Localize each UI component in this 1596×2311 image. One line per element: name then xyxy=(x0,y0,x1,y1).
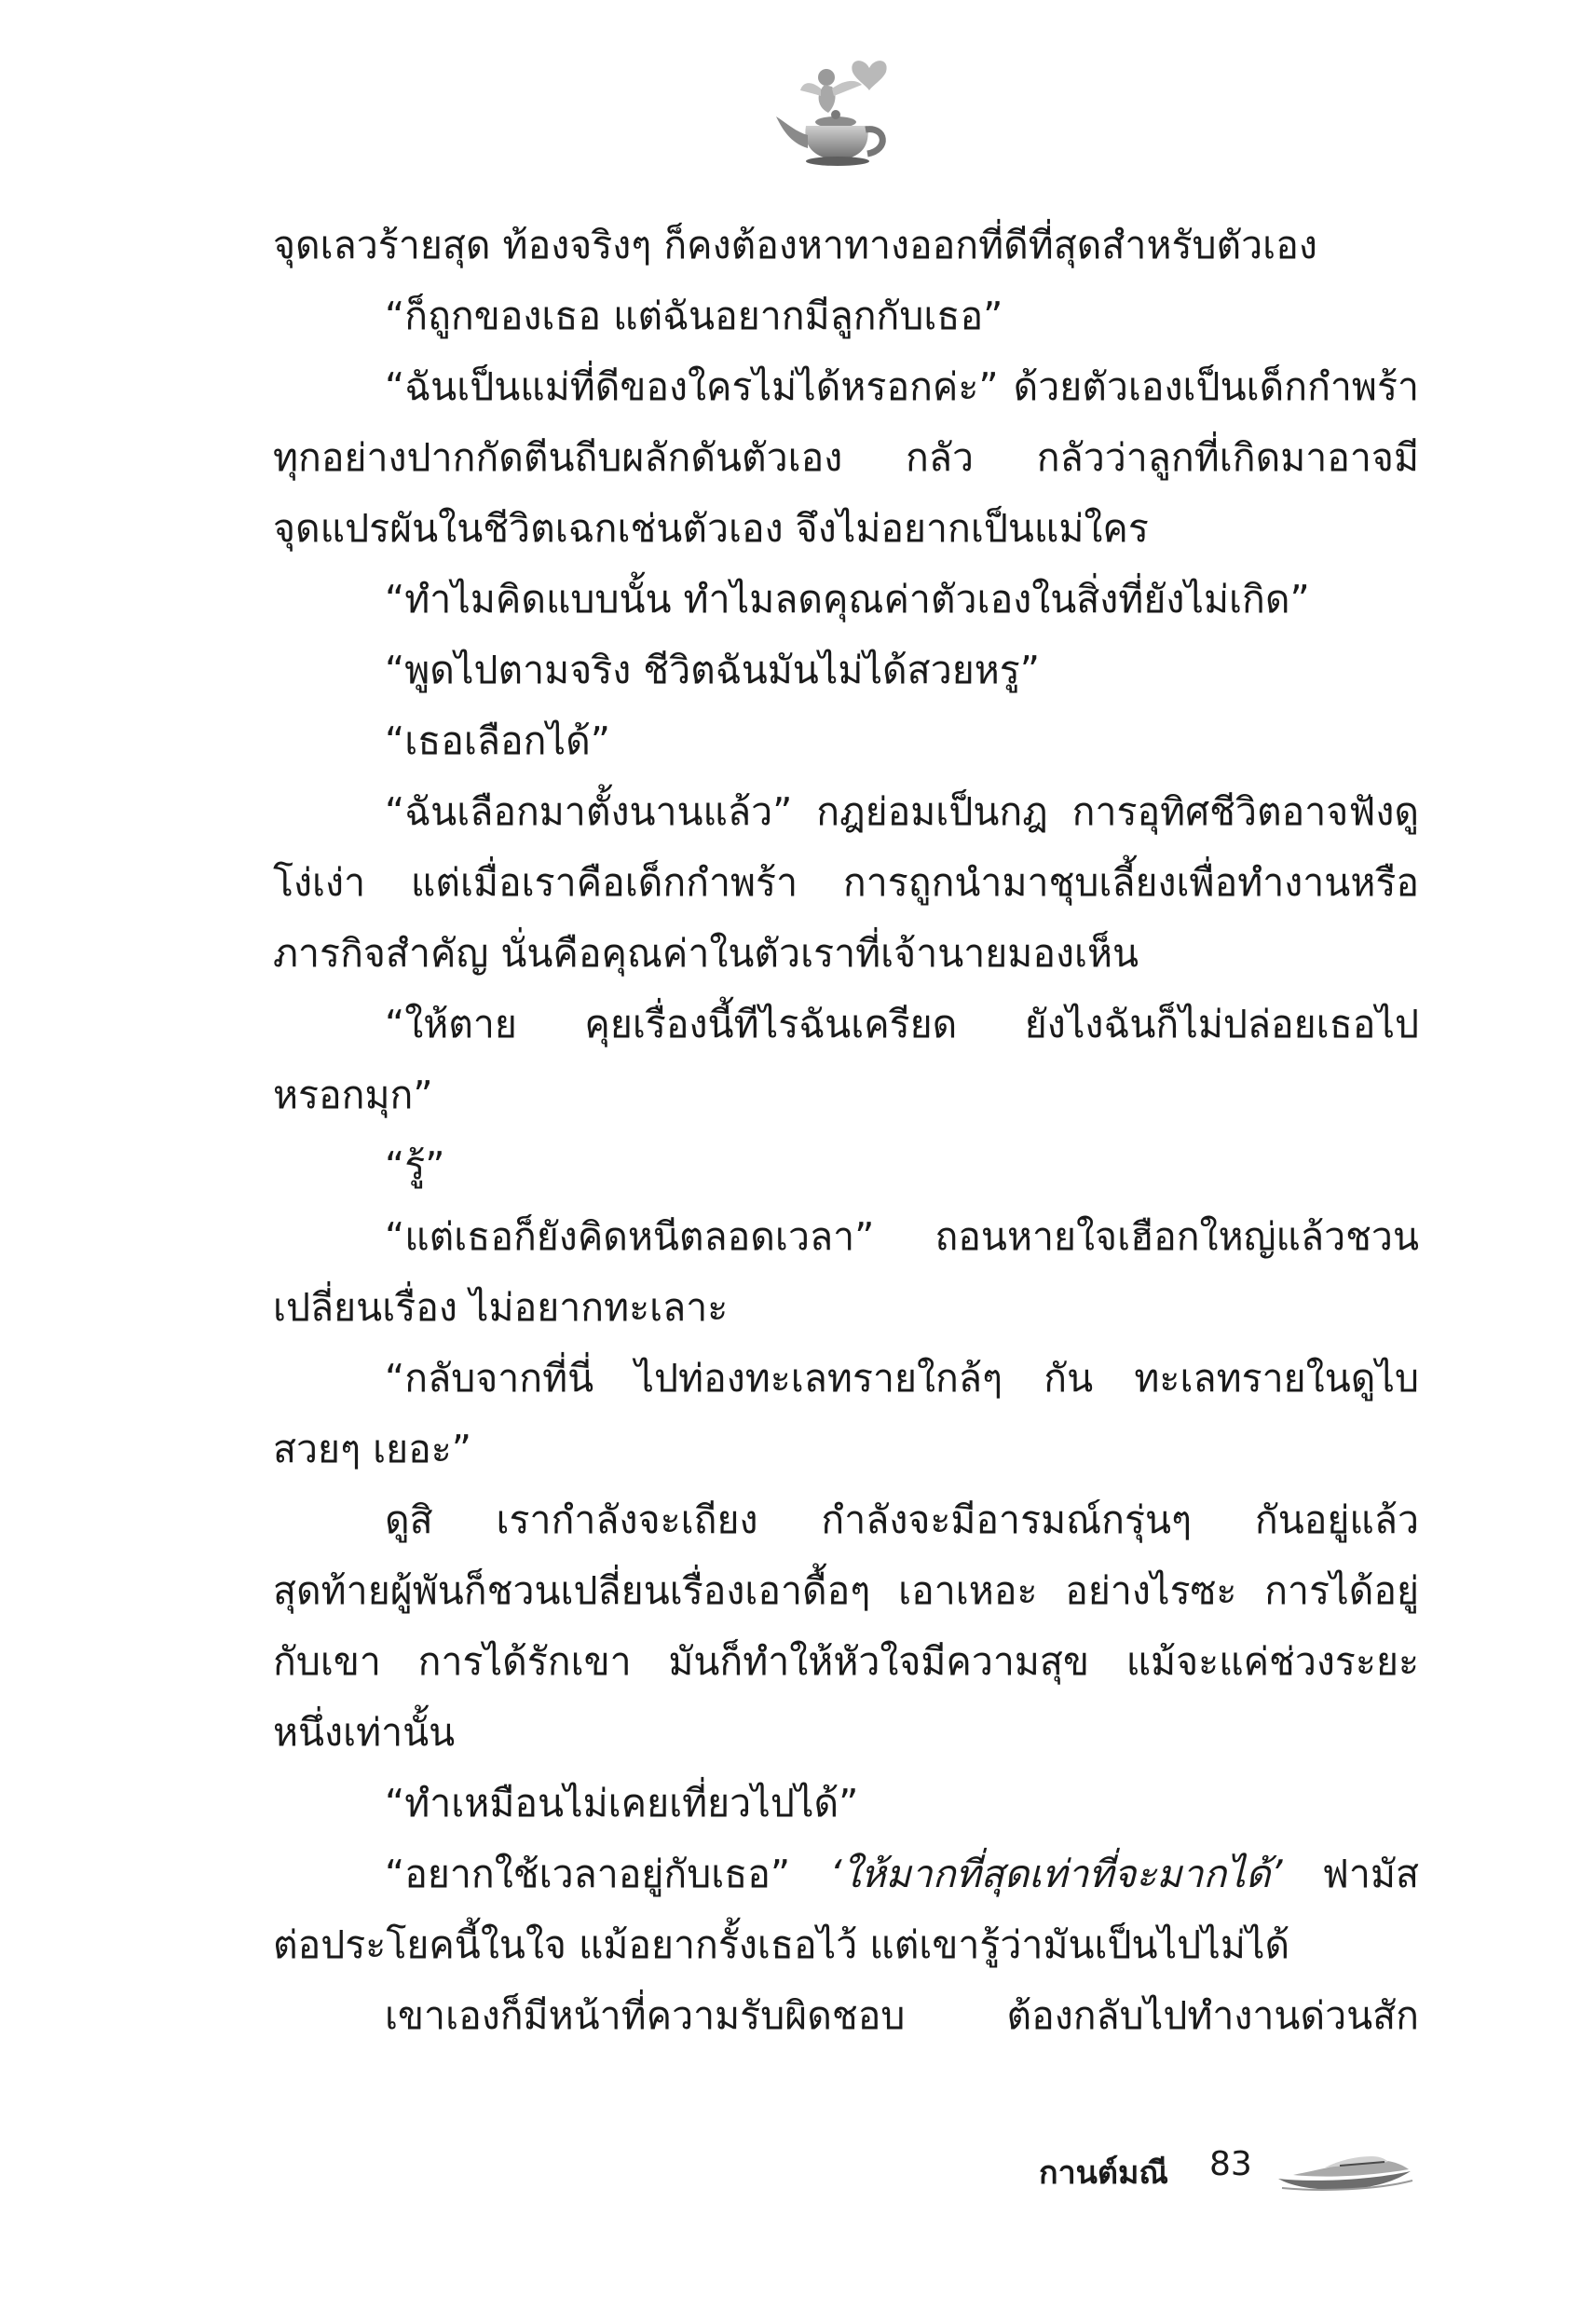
text-line: สวยๆ เยอะ” xyxy=(273,1427,472,1471)
text-line: โง่เง่า แต่เมื่อเราคือเด็กกำพร้า การถูกนำมาชุบเลี้ยงเพื่อทำงานหรือ xyxy=(273,860,1419,905)
text-line: จุดแปรผันในชีวิตเฉกเช่นตัวเอง จึงไม่อยากเป็นแม่ใคร xyxy=(273,506,1149,551)
text-line: เขาเองก็มีหน้าที่ความรับผิดชอบ ต้องกลับไปทำงานด่วนสัก xyxy=(385,1993,1419,2038)
text-line: “ทำไมคิดแบบนั้น ทำไมลดคุณค่าตัวเองในสิ่งที่ยังไม่เกิด” xyxy=(385,577,1310,622)
text-line: ภารกิจสำคัญ นั่นคือคุณค่าในตัวเราที่เจ้านายมองเห็น xyxy=(273,931,1139,976)
text-line: ต่อประโยคนี้ในใจ แม้อยากรั้งเธอไว้ แต่เขารู้ว่ามันเป็นไปไม่ได้ xyxy=(273,1922,1290,1967)
text-line: ทุกอย่างปากกัดตีนถีบผลักดันตัวเอง กลัว กลัวว่าลูกที่เกิดมาอาจมี xyxy=(273,435,1419,480)
yacht-icon xyxy=(1275,2147,1414,2194)
text-line: “แต่เธอก็ยังคิดหนีตลอดเวลา” ถอนหายใจเฮือกใหญ่แล้วชวน xyxy=(385,1214,1419,1259)
text-line: “ให้ตาย คุยเรื่องนี้ทีไรฉันเครียด ยังไงฉันก็ไม่ปล่อยเธอไป xyxy=(385,1002,1419,1046)
text-line: ดูสิ เรากำลังจะเถียง กำลังจะมีอารมณ์กรุ่นๆ กันอยู่แล้ว xyxy=(385,1497,1419,1542)
text-line: หนึ่งเท่านั้น xyxy=(273,1710,456,1755)
page-footer xyxy=(1025,2134,1416,2208)
teapot-fairy-icon xyxy=(759,51,918,172)
text-line: กับเขา การได้รักเขา มันก็ทำให้หัวใจมีความสุข แม้จะแค่ช่วงระยะ xyxy=(273,1639,1419,1684)
quote-text: “อยากใช้เวลาอยู่กับเธอ” xyxy=(385,1852,830,1896)
text-line: “ฉันเลือกมาตั้งนานแล้ว” กฎย่อมเป็นกฎ การอุทิศชีวิตอาจฟังดู xyxy=(385,789,1419,834)
text-line: “พูดไปตามจริง ชีวิตฉันมันไม่ได้สวยหรู” xyxy=(385,648,1041,692)
text-line: เปลี่ยนเรื่อง ไม่อยากทะเลาะ xyxy=(273,1285,729,1330)
text-line: “กลับจากที่นี่ ไปท่องทะเลทรายใกล้ๆ กัน ทะเลทรายในดูไบ xyxy=(385,1356,1419,1401)
text-line: จุดเลวร้ายสุด ท้องจริงๆ ก็คงต้องหาทางออกที่ดีที่สุดสำหรับตัวเอง xyxy=(273,223,1317,267)
text-line: “ทำเหมือนไม่เคยเที่ยวไปได้” xyxy=(385,1781,859,1826)
text-line: สุดท้ายผู้พันก็ชวนเปลี่ยนเรื่องเอาดื้อๆ เอาเหอะ อย่างไรซะ การได้อยู่ xyxy=(273,1568,1419,1613)
italic-thought: ‘ให้มากที่สุดเท่าที่จะมากได้’ xyxy=(829,1852,1283,1896)
book-title: กานต์มณี xyxy=(1039,2154,1168,2192)
page-number: 83 xyxy=(1209,2145,1252,2183)
text-line: “รู้” xyxy=(385,1143,445,1188)
text-line: “เธอเลือกได้” xyxy=(385,718,610,763)
speaker-name: ฟามัส xyxy=(1282,1852,1419,1896)
text-line xyxy=(273,1839,1419,1909)
body-text xyxy=(273,210,1419,2051)
text-line: “ฉันเป็นแม่ที่ดีของใครไม่ได้หรอกค่ะ” ด้วยตัวเองเป็นเด็กกำพร้า xyxy=(385,364,1419,409)
text-line: “ก็ถูกของเธอ แต่ฉันอยากมีลูกกับเธอ” xyxy=(385,294,1003,338)
text-line: หรอกมุก” xyxy=(273,1073,433,1117)
